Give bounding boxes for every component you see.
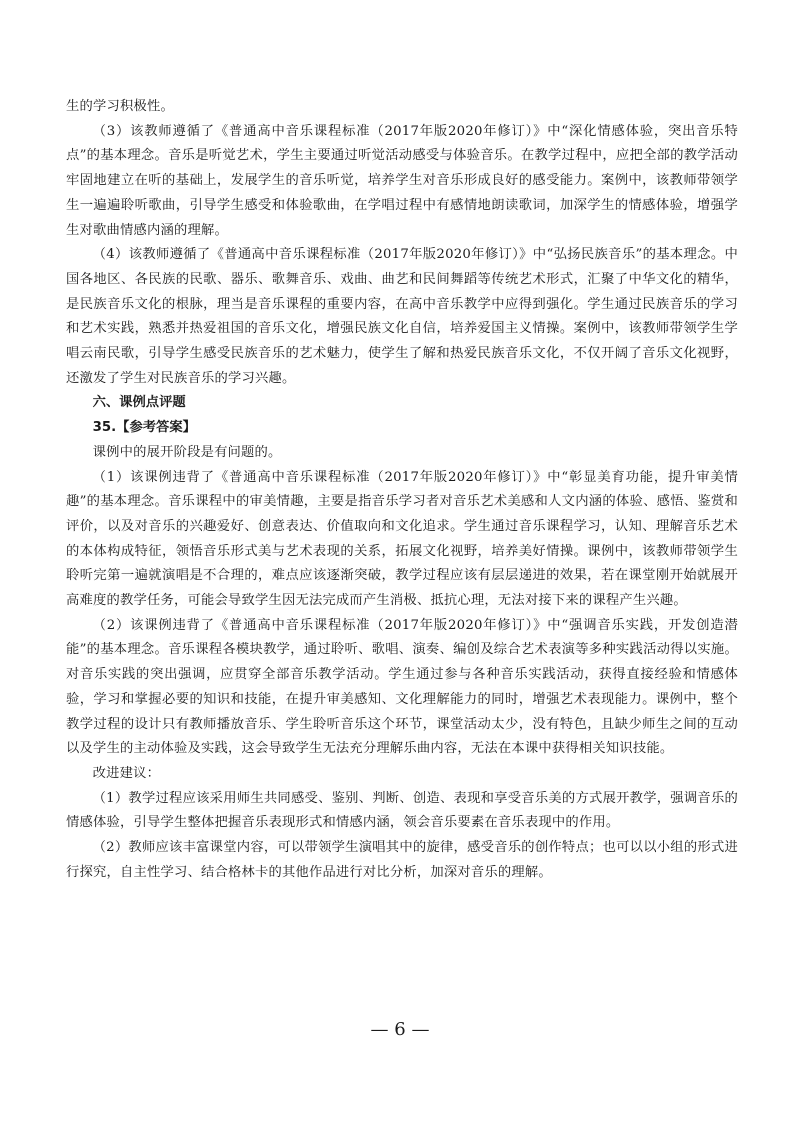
improvement-point-2: （2）教师应该丰富课堂内容，可以带领学生演唱其中的旋律，感受音乐的创作特点；也可以以小组的形式进行探究，自主性学习、结合格林卡的其他作品进行对比分析，加深对音乐的理解。 <box>66 840 738 880</box>
answer-label: 35.【参考答案】 <box>92 420 196 436</box>
paragraph-point-4: （4）该教师遵循了《普通高中音乐课程标准（2017年版2020年修订）》中“弘扬民族音乐”的基本理念。中国各地区、各民族的民歌、器乐、歌舞音乐、戏曲、曲艺和民间舞蹈等传统艺术形式，汇聚了中华文化的精华，是民族音乐文化的根脉，理当是音乐课程的重要内容，在高中音乐教学中应得到强化。学生通过民族音乐的学习和艺术实践，熟悉并热爱祖国的音乐文化，增强民族文化自信，培养爱国主义情操。案例中，该教师带领学生学唱云南民歌，引导学生感受民族音乐的艺术魅力，使学生了解和热爱民族音乐文化，不仅开阔了音乐文化视野，还激发了学生对民族音乐的学习兴趣。 <box>66 247 738 386</box>
paragraph-point-3: （3）该教师遵循了《普通高中音乐课程标准（2017年版2020年修订）》中“深化情感体验，突出音乐特点”的基本理念。音乐是听觉艺术，学生主要通过听觉活动感受与体验音乐。在教学过程中，应把全部的教学活动牢固地建立在听的基础上，发展学生的音乐听觉，培养学生对音乐形成良好的感受能力。案例中，该教师带领学生一遍遍聆听歌曲，引导学生感受和体验歌曲，在学唱过程中有感情地朗读歌词，加深学生的情感体验，增强学生对歌曲情感内涵的理解。 <box>66 123 738 238</box>
answer-point-1: （1）该课例违背了《普通高中音乐课程标准（2017年版2020年修订）》中“彰显美育功能，提升审美情趣”的基本理念。音乐课程中的审美情趣，主要是指音乐学习者对音乐艺术美感和人文内涵的体验、感悟、鉴赏和评价，以及对音乐的兴趣爱好、创意表达、价值取向和文化追求。学生通过音乐课程学习，认知、理解音乐艺术的本体构成特征，领悟音乐形式美与艺术表现的关系，拓展文化视野，培养美好情操。课例中，该教师带领学生聆听完第一遍就演唱是不合理的，难点应该逐渐突破，教学过程应该有层层递进的效果，若在课堂刚开始就展开高难度的教学任务，可能会导致学生因无法完成而产生消极、抵抗心理，无法对接下来的课程产生兴趣。 <box>66 469 738 609</box>
paragraph-continuation: 生的学习积极性。 <box>66 99 174 114</box>
page-number: — 6 — <box>370 1019 430 1040</box>
answer-intro: 课例中的展开阶段是有问题的。 <box>92 444 282 460</box>
improvement-heading: 改进建议： <box>92 765 161 781</box>
document-body <box>66 95 738 886</box>
answer-point-2: （2）该课例违背了《普通高中音乐课程标准（2017年版2020年修订）》中“强调音乐实践，开发创造潜能”的基本理念。音乐课程各模块教学，通过聆听、歌唱、演奏、编创及综合艺术表演等多种实践活动得以实施。对音乐实践的突出强调，应贯穿全部音乐教学活动。学生通过参与各种音乐实践活动，获得直接经验和情感体验，学习和掌握必要的知识和技能，在提升审美感知、文化理解能力的同时，增强艺术表现能力。课例中，整个教学过程的设计只有教师播放音乐、学生聆听音乐这个环节，课堂活动太少，没有特色，且缺少师生之间的互动以及学生的主动体验及实践，这会导致学生无法充分理解乐曲内容，无法在本课中获得相关知识技能。 <box>66 617 738 757</box>
improvement-point-1: （1）教学过程应该采用师生共同感受、鉴别、判断、创造、表现和享受音乐美的方式展开教学，强调音乐的情感体验，引导学生整体把握音乐表现形式和情感内涵，领会音乐要素在音乐表现中的作用。 <box>66 790 738 831</box>
section-heading: 六、课例点评题 <box>92 395 186 411</box>
